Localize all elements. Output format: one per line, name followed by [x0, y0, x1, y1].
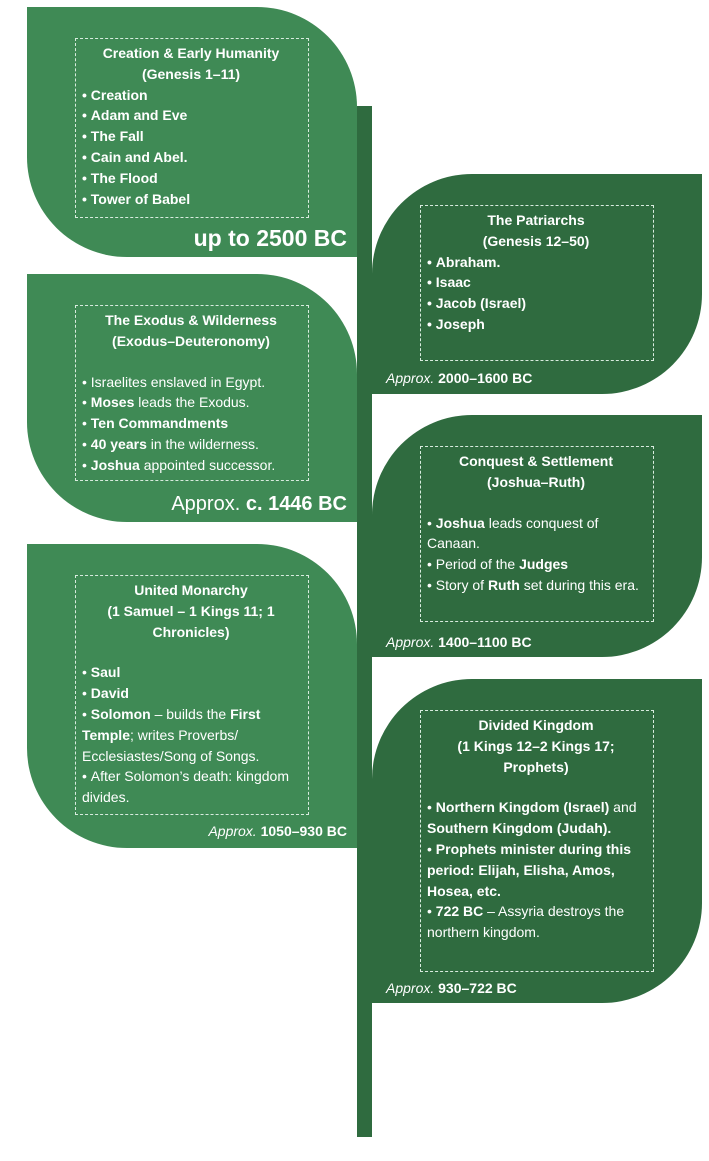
period-subtitle: (Genesis 1–11) [141, 65, 241, 82]
list-item: • Prophets minister during this period: Elijah, Elisha, Amos, Hosea, etc. [427, 839, 645, 901]
list-item: • Joshua leads conquest of Canaan. [427, 513, 645, 555]
event-list [82, 372, 300, 476]
period-box-patriarchs [420, 205, 654, 361]
period-subtitle: (Genesis 12–50) [482, 232, 590, 249]
period-date [208, 823, 347, 839]
list-item: • The Flood [82, 168, 300, 189]
list-item: • 722 BC – Assyria destroys the northern kingdom. [427, 901, 645, 943]
period-title: Creation & Early Humanity [102, 45, 280, 61]
period-box-creation [75, 38, 309, 218]
list-item: • The Fall [82, 126, 300, 147]
period-date [386, 634, 532, 650]
leaf-exodus [27, 274, 357, 522]
date-value: c. 1446 BC [245, 493, 347, 515]
date-prefix: Approx. [386, 370, 435, 386]
list-item: • Joseph [427, 314, 645, 335]
period-title: United Monarchy [134, 582, 248, 598]
period-box-divided-kingdom [420, 710, 654, 972]
date-prefix: Approx. [171, 493, 241, 515]
period-date [386, 370, 532, 386]
period-title: The Patriarchs [487, 212, 585, 228]
period-subtitle: (Exodus–Deuteronomy) [112, 332, 270, 349]
period-box-united-monarchy [75, 575, 309, 815]
event-list [82, 85, 300, 210]
leaf-creation [27, 7, 357, 257]
list-item: • Tower of Babel [82, 189, 300, 210]
period-subtitle: (1 Samuel – 1 Kings 11; 1 Chronicles) [107, 602, 275, 640]
period-date: up to 2500 BC [193, 225, 347, 251]
list-item: • 40 years in the wilderness. [82, 434, 300, 455]
event-list [427, 252, 645, 335]
list-item: • Saul [82, 662, 300, 683]
list-item: • Northern Kingdom (Israel) and Southern Kingdom (Judah). [427, 797, 645, 839]
list-item: • Adam and Eve [82, 105, 300, 126]
list-item: • After Solomon’s death: kingdom divides. [82, 766, 300, 808]
list-item: • David [82, 683, 300, 704]
list-item: • Isaac [427, 272, 645, 293]
list-item: • Abraham. [427, 252, 645, 273]
period-date [386, 980, 517, 996]
event-list [427, 797, 645, 943]
date-value: 1400–1100 BC [438, 634, 532, 650]
event-list [82, 662, 300, 808]
date-value: 930–722 BC [438, 980, 517, 996]
period-subtitle: (1 Kings 12–2 Kings 17; Prophets) [457, 737, 615, 775]
list-item: • Story of Ruth set during this era. [427, 575, 645, 596]
period-title: Conquest & Settlement [458, 453, 613, 469]
period-box-exodus [75, 305, 309, 481]
timeline-stem [357, 106, 372, 1137]
leaf-united-monarchy [27, 544, 357, 848]
period-title: The Exodus & Wilderness [105, 312, 277, 328]
date-prefix: Approx. [386, 980, 435, 996]
list-item: • Joshua appointed successor. [82, 455, 300, 476]
period-subtitle: (Joshua–Ruth) [487, 473, 585, 490]
leaf-patriarchs [372, 174, 702, 394]
date-value: 1050–930 BC [260, 823, 347, 839]
date-value: 2000–1600 BC [438, 370, 533, 386]
leaf-conquest [372, 415, 702, 657]
date-prefix: Approx. [386, 634, 435, 650]
list-item: • Jacob (Israel) [427, 293, 645, 314]
period-box-conquest [420, 446, 654, 622]
list-item: • Moses leads the Exodus. [82, 392, 300, 413]
list-item: • Solomon – builds the First Temple; writes Proverbs/ Ecclesiastes/Song of Songs. [82, 704, 300, 766]
list-item: • Israelites enslaved in Egypt. [82, 372, 300, 393]
date-prefix: Approx. [208, 823, 257, 839]
list-item: • Period of the Judges [427, 554, 645, 575]
leaf-divided-kingdom [372, 679, 702, 1003]
period-title: Divided Kingdom [478, 717, 594, 733]
list-item: • Cain and Abel. [82, 147, 300, 168]
list-item: • Ten Commandments [82, 413, 300, 434]
event-list [427, 513, 645, 596]
period-date [171, 493, 347, 516]
list-item: • Creation [82, 85, 300, 106]
